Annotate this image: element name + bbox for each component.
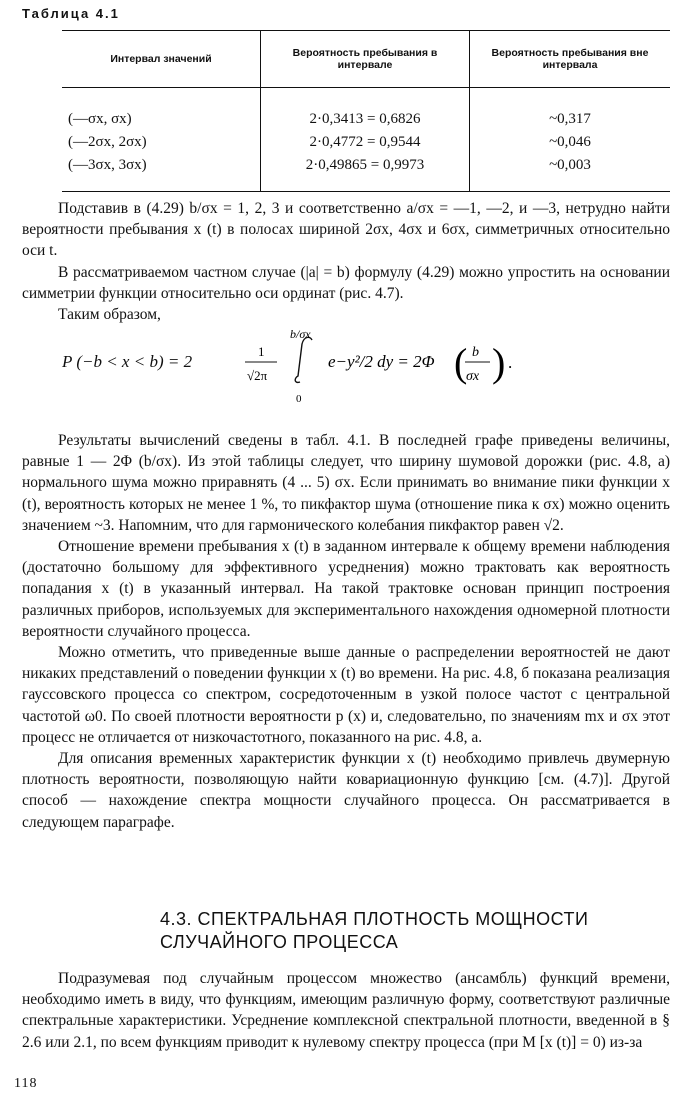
text-block-bottom [22,968,670,1053]
arg-denominator: σx [466,369,480,384]
paragraph: Таким образом, [58,306,161,324]
frac-numerator: 1 [258,344,265,359]
right-paren: ) [492,340,506,385]
table-header-row [62,31,670,88]
arg-numerator: b [472,345,479,360]
cell-outside: ~0,003 [470,154,671,192]
paragraph: Можно отметить, что приведенные выше данные о распределении вероятностей не дают никаких представлений о поведении функции x (t) во времени. На рис. 4.8, б показана реализация гауссовского процесса со спектром, сосредоточенным в узкой полосе частот с центральной частотой ω0. По своей плотности вероятности p (x) и, следовательно, по значениям mx и σx этот процесс не отличается от низкочастотного, показанного на рис. 4.8, а. [22,644,670,746]
table-caption: Таблица 4.1 [22,6,120,21]
integral-upper-limit: b/σx [290,330,311,341]
paragraph: Отношение времени пребывания x (t) в заданном интервале к общему времени наблюдения (достаточно большому для эффективного усреднения) можно трактовать как вероятность попадания x (t) в указанный интервал. На такой трактовке основан принцип построения различных приборов, используемых для экспериментального нахождения одномерной плотности вероятности случайного процесса. [22,538,670,640]
integrand: e−y²/2 dy = 2Φ [328,352,435,371]
cell-inside: 2·0,49865 = 0,9973 [261,154,470,192]
table-row [62,154,670,192]
section-heading [160,908,588,954]
formula-graphics [62,330,582,410]
cell-interval: (—2σx, 2σx) [68,134,147,150]
page-number: 118 [14,1076,38,1091]
paragraph: Подставив в (4.29) b/σx = 1, 2, 3 и соответственно a/σx = —1, —2, и —3, нетрудно найти вероятности пребывания x (t) в полосах шириной 2σx, 4σx и 6σx, симметричных относительно оси t. [22,200,670,260]
cell-interval: (—3σx, 3σx) [62,154,261,192]
left-paren: ( [454,340,468,385]
formula-lhs: P (−b < x < b) = 2 [62,352,193,371]
table-row [62,88,670,132]
paragraph: В рассматриваемом частном случае (|a| = b) формулу (4.29) можно упростить на основании симметрии функции относительно оси ординат (рис. 4.7). [22,263,670,302]
integral-lower-limit: 0 [296,393,302,405]
table-row [62,131,670,154]
section-title-line2: СЛУЧАЙНОГО ПРОЦЕССА [160,932,399,952]
probability-formula [62,330,582,410]
paragraph: Результаты вычислений сведены в табл. 4.1. В последней графе приведены величины, равные 1 — 2Φ (b/σx). Из этой таблицы следует, что ширину шумовой дорожки (рис. 4.8, а) нормального шума можно приравнять (4 ... 5) σx. Если принимать во внимание пики функции x (t), вероятность которых не менее 1 %, то пикфактор шума (отношение пика к σx) можно оценить значением ~3. Напомним, что для гармонического колебания пикфактор равен √2. [22,432,670,534]
cell-outside: ~0,046 [470,131,671,154]
integral-sign [295,337,312,382]
header-inside: Вероятность пребывания в интервале [261,31,470,88]
paragraph: Для описания временных характеристик функции x (t) необходимо привлечь двумерную плотность вероятности, позволяющую найти ковариационную функцию [см. (4.7)]. Другой способ — нахождение спектра мощности случайного процесса. Он рассматривается в следующем параграфе. [22,750,670,831]
formula-period: . [508,353,513,372]
probability-table [62,30,670,192]
section-number: 4.3. [160,909,193,929]
frac-denominator: √2π [247,368,268,383]
header-outside: Вероятность пребывания вне интервала [470,31,671,88]
cell-inside: 2·0,4772 = 0,9544 [261,131,470,154]
section-title-line1: СПЕКТРАЛЬНАЯ ПЛОТНОСТЬ МОЩНОСТИ [197,909,589,929]
text-block-middle [22,430,670,833]
header-interval: Интервал значений [62,31,261,88]
cell-interval: (—σx, σx) [68,111,132,127]
paragraph: Подразумевая под случайным процессом множество (ансамбль) функций времени, необходимо иметь в виду, что функциям, имеющим различную форму, соответствуют различные спектральные характеристики. Усреднение комплексной спектральной плотности, введенной в § 2.6 или 2.1, по всем функциям приводит к нулевому спектру процесса (при M [x (t)] = 0) из-за [22,970,670,1051]
cell-inside: 2·0,3413 = 0,6826 [261,88,470,132]
cell-outside: ~0,317 [470,88,671,132]
text-block-top [22,198,670,325]
